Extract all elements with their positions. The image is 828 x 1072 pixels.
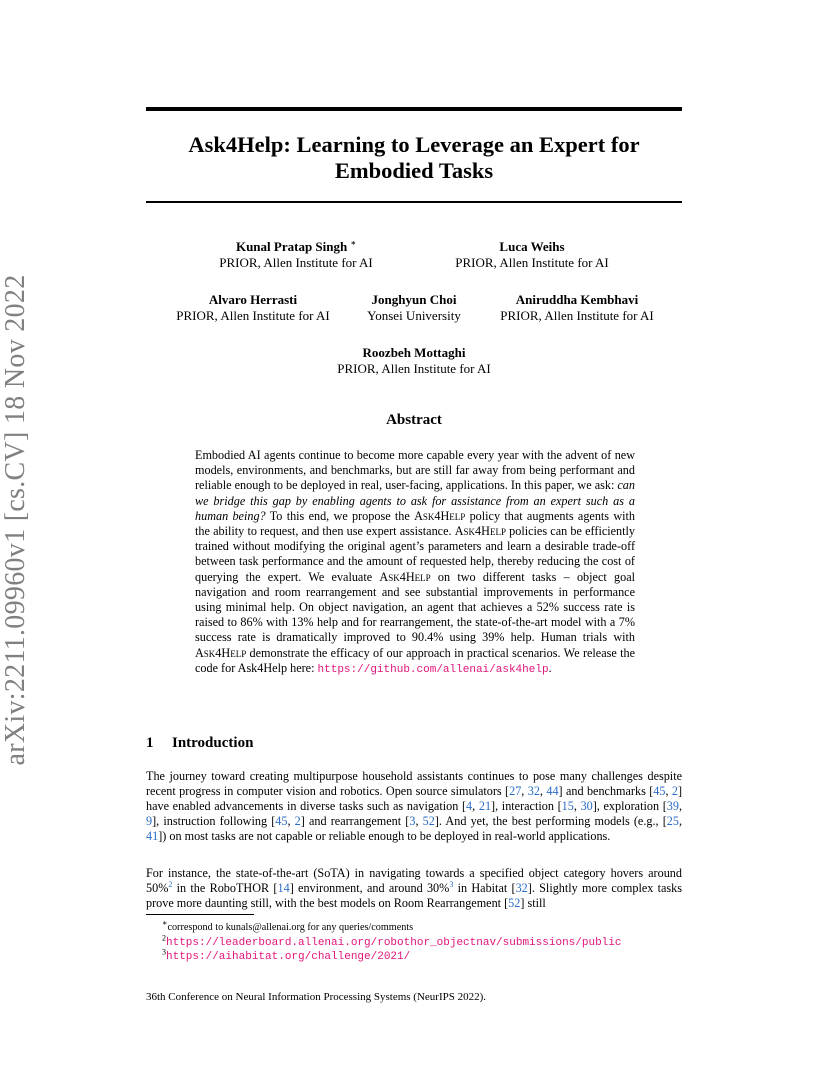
citation-link[interactable]: 41 <box>146 829 159 843</box>
abstract-heading: Abstract <box>386 412 442 428</box>
footnote: $^2$https://leaderboard.allenai.org/robothor_objectnav/submissions/public <box>162 933 622 949</box>
title-line-1: Ask4Help: Learning to Leverage an Expert for <box>188 132 640 157</box>
citation-link[interactable]: 45 <box>653 784 666 798</box>
code-link[interactable]: https://github.com/allenai/ask4help <box>317 663 549 676</box>
author-name: Jonghyun Choi <box>371 292 457 307</box>
habitat-challenge-link[interactable]: https://aihabitat.org/challenge/2021/ <box>166 951 411 963</box>
title-line-2: Embodied Tasks <box>334 158 494 183</box>
footnote: $^3$https://aihabitat.org/challenge/2021/ <box>162 947 411 963</box>
citation-link[interactable]: 27 <box>509 784 522 798</box>
citation-link[interactable]: 2 <box>671 784 678 798</box>
author-block <box>432 239 632 270</box>
conference-footer: 36th Conference on Neural Information Processing Systems (NeurIPS 2022). <box>146 991 487 1003</box>
author-block <box>482 292 672 323</box>
research-question: can we bridge this gap by enabling agents to ask for assistance from an expert such as a human being? <box>195 478 635 523</box>
arxiv-id-text: arXiv:2211.09960v1 [cs.CV] 18 Nov 2022 <box>0 274 31 766</box>
author-name: Roozbeh Mottaghi <box>362 345 466 360</box>
author-affiliation: PRIOR, Allen Institute for AI <box>219 254 373 270</box>
citation-link[interactable]: 14 <box>277 881 290 895</box>
paper-title <box>146 132 682 184</box>
citation-link[interactable]: 2 <box>294 814 301 828</box>
author-affiliation: PRIOR, Allen Institute for AI <box>455 254 609 270</box>
footnote-marker[interactable]: 2 <box>168 879 173 889</box>
author-block <box>350 292 478 323</box>
section-number: 1 <box>146 735 154 751</box>
citation-link[interactable]: 52 <box>422 814 435 828</box>
author-name: Luca Weihs <box>499 239 565 254</box>
citation-link[interactable]: 4 <box>466 799 473 813</box>
citation-link[interactable]: 21 <box>478 799 492 813</box>
author-name: Kunal Pratap Singh ∗ <box>235 238 357 254</box>
footnote-rule <box>146 914 254 915</box>
citation-link[interactable]: 3 <box>409 814 416 828</box>
author-name: Alvaro Herrasti <box>208 292 298 307</box>
title-top-rule <box>146 107 682 111</box>
citation-link[interactable]: 44 <box>546 784 559 798</box>
author-block <box>196 239 396 270</box>
citation-link[interactable]: 39 <box>666 799 679 813</box>
intro-paragraph-1: The journey toward creating multipurpose household assistants continues to pose many challenges despite recent progress in computer vision and robotics. Open source simulators [27, 32, 44] and benchmarks [45, 2] have enabled advancements in diverse tasks such as navigation [4, 21], interaction [15, 30], exploration [39, 9], instruction following [45, 2] and rearrangement [3, 52]. And yet, the best performing models (e.g., [25, 41]) on most tasks are not capable or reliable enough to be deployed in real-world applications. <box>146 769 683 843</box>
author-affiliation: PRIOR, Allen Institute for AI <box>500 307 654 323</box>
citation-link[interactable]: 25 <box>666 814 679 828</box>
citation-link[interactable]: 32 <box>515 881 528 895</box>
footnote: ∗correspond to kunals@allenai.org for any queries/comments <box>162 918 414 933</box>
author-affiliation: PRIOR, Allen Institute for AI <box>176 307 330 323</box>
footnote-marker[interactable]: 3 <box>449 879 454 889</box>
section-title: Introduction <box>172 735 254 751</box>
citation-link[interactable]: 52 <box>508 896 521 910</box>
citation-link[interactable]: 9 <box>146 814 153 828</box>
section-heading <box>146 735 253 752</box>
intro-paragraph-2: For instance, the state-of-the-art (SoTA) in navigating towards a specified object category hovers around 50%$^2$ in the RoboTHOR [14] environment, and around 30%$^3$ in Habitat [32]. Slightly more complex tasks prove more daunting still, with the best models on Room Rearrangement [52] still <box>146 866 682 910</box>
citation-link[interactable]: 45 <box>275 814 288 828</box>
title-bottom-rule <box>146 201 682 203</box>
leaderboard-link[interactable]: https://leaderboard.allenai.org/robothor_objectnav/submissions/public <box>166 937 622 949</box>
author-block <box>314 345 514 376</box>
author-affiliation: Yonsei University <box>367 307 461 323</box>
author-name: Aniruddha Kembhavi <box>515 292 639 307</box>
abstract-text: Embodied AI agents continue to become more capable every year with the advent of new models, environments, and benchmarks, but are still far away from being performant and reliable enough to be deployed in real, user-facing, applications. In this paper, we ask: can we bridge this gap by enabling agents to ask for assistance from an expert such as a human being? To this end, we propose the Ask4Help policy that augments agents with the ability to request, and then use expert assistance. Ask4Help policies can be efficiently trained without modifying the original agent’s parameters and learn a desirable trade-off between task performance and the amount of requested help, thereby reducing the cost of querying the expert. We evaluate Ask4Help on two different tasks – object goal navigation and room rearrangement and see substantial improvements in performance using minimal help. On object navigation, an agent that achieves a 52% success rate is raised to 86% with 13% help and for rearrangement, the state-of-the-art model with a 7% success rate is dramatically improved to 90.4% using 39% help. Human trials with Ask4Help demonstrate the efficacy of our approach in practical scenarios. We release the code for Ask4Help here: https://github.com/allenai/ask4help. <box>195 448 636 676</box>
author-affiliation: PRIOR, Allen Institute for AI <box>337 360 491 376</box>
author-block <box>158 292 348 323</box>
citation-link[interactable]: 32 <box>527 784 540 798</box>
citation-link[interactable]: 15 <box>561 799 574 813</box>
citation-link[interactable]: 30 <box>580 799 593 813</box>
